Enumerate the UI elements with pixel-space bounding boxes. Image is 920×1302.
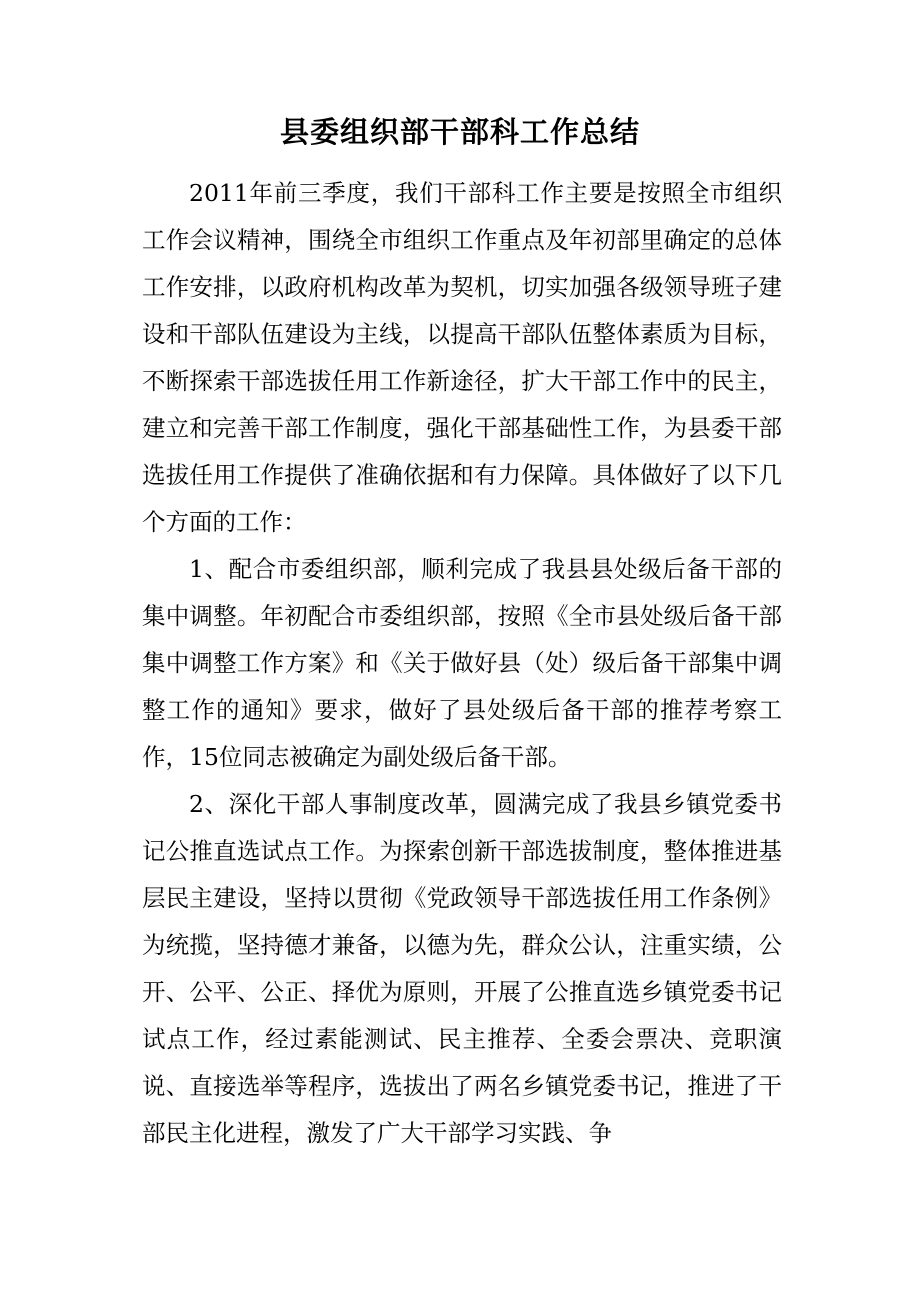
paragraph-intro: 2011年前三季度，我们干部科工作主要是按照全市组织工作会议精神，围绕全市组织工作重点及年初部里确定的总体工作安排，以政府机构改革为契机，切实加强各级领导班子建设和干部队伍建设为主线，以提高干部队伍整体素质为目标，不断探索干部选拔任用工作新途径，扩大干部工作中的民主，建立和完善干部工作制度，强化干部基础性工作，为县委干部选拔任用工作提供了准确依据和有力保障。具体做好了以下几个方面的工作： [142,179,782,536]
document-body [142,170,782,1157]
paragraph-item-2: 2、深化干部人事制度改革，圆满完成了我县乡镇党委书记公推直选试点工作。为探索创新干部选拔制度，整体推进基层民主建设，坚持以贯彻《党政领导干部选拔任用工作条例》为统揽，坚持德才兼备，以德为先，群众公认，注重实绩，公开、公平、公正、择优为原则，开展了公推直选乡镇党委书记试点工作，经过素能测试、民主推荐、全委会票决、竞职演说、直接选举等程序，选拔出了两名乡镇党委书记，推进了干部民主化进程，激发了广大干部学习实践、争 [142,790,782,1147]
paragraph-item-1: 1、配合市委组织部，顺利完成了我县县处级后备干部的集中调整。年初配合市委组织部，按照《全市县处级后备干部集中调整工作方案》和《关于做好县（处）级后备干部集中调整工作的通知》要求，做好了县处级后备干部的推荐考察工作，15位同志被确定为副处级后备干部。 [142,555,782,771]
document-title: 县委组织部干部科工作总结 [279,115,640,149]
